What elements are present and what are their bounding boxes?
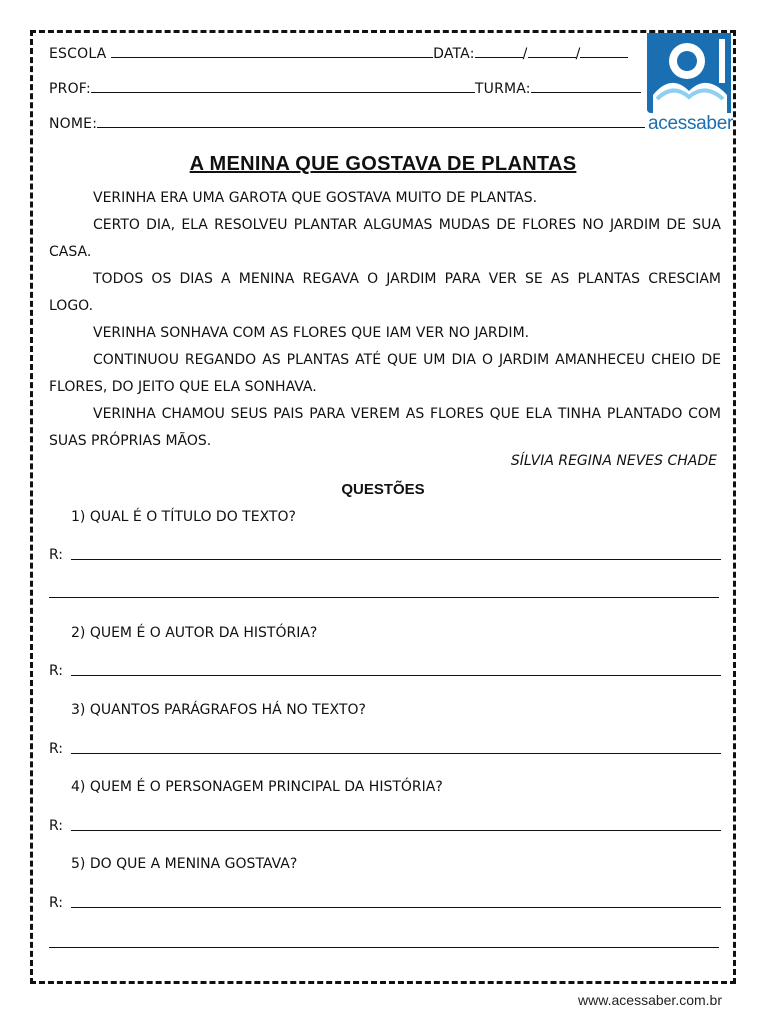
story-paragraph: VERINHA ERA UMA GAROTA QUE GOSTAVA MUITO DE PLANTAS. [93, 190, 538, 206]
question-3: 3) QUANTOS PARÁGRAFOS HÁ NO TEXTO? [71, 702, 366, 718]
answer-label: R: [49, 547, 64, 563]
answer-2 [49, 663, 721, 679]
date-month-field[interactable] [528, 45, 576, 58]
questions-heading: QUESTÕES [341, 481, 425, 498]
story-paragraph: VERINHA SONHAVA COM AS FLORES QUE IAM VER NO JARDIM. [93, 325, 530, 341]
escola-label: ESCOLA [49, 46, 107, 62]
worksheet-frame [30, 30, 736, 984]
date-separator: / [575, 46, 581, 62]
prof-label: PROF: [49, 81, 91, 97]
question-4: 4) QUEM É O PERSONAGEM PRINCIPAL DA HISTÓRIA? [71, 779, 443, 795]
answer-line[interactable] [71, 907, 721, 908]
answer-1-extra-line[interactable] [49, 597, 719, 598]
escola-field[interactable] [111, 45, 433, 58]
story-author: SÍLVIA REGINA NEVES CHADE [510, 453, 717, 469]
date-separator: / [522, 46, 528, 62]
story-paragraph: VERINHA CHAMOU SEUS PAIS PARA VEREM AS FLORES QUE ELA TINHA PLANTADO COM SUAS PRÓPRIAS MÃOS. [49, 406, 721, 449]
acessaber-logo [643, 33, 733, 133]
date-day-field[interactable] [475, 45, 523, 58]
story-title: A MENINA QUE GOSTAVA DE PLANTAS [189, 153, 577, 175]
answer-5-extra-line[interactable] [49, 947, 719, 948]
turma-field[interactable] [531, 80, 641, 93]
answer-4 [49, 818, 721, 834]
nome-field[interactable] [97, 115, 645, 128]
answer-3 [49, 741, 721, 757]
story-paragraph: CONTINUOU REGANDO AS PLANTAS ATÉ QUE UM DIA O JARDIM AMANHECEU CHEIO DE FLORES, DO JEITO QUE ELA SONHAVA. [49, 352, 721, 395]
header-nome-row [49, 115, 645, 132]
nome-label: NOME: [49, 116, 98, 132]
answer-label: R: [49, 663, 64, 679]
story-text [49, 185, 721, 455]
answer-label: R: [49, 741, 64, 757]
prof-field[interactable] [91, 80, 475, 93]
question-1: 1) QUAL É O TÍTULO DO TEXTO? [71, 509, 296, 525]
answer-line[interactable] [71, 753, 721, 754]
footer-url: www.acessaber.com.br [578, 992, 722, 1008]
answer-line[interactable] [71, 830, 721, 831]
answer-line[interactable] [71, 675, 721, 676]
answer-1 [49, 547, 721, 563]
answer-line[interactable] [71, 559, 721, 560]
answer-label: R: [49, 895, 64, 911]
story-paragraph: CERTO DIA, ELA RESOLVEU PLANTAR ALGUMAS MUDAS DE FLORES NO JARDIM DE SUA CASA. [49, 217, 721, 260]
story-paragraph: TODOS OS DIAS A MENINA REGAVA O JARDIM PARA VER SE AS PLANTAS CRESCIAM LOGO. [49, 271, 721, 314]
header-escola-row [49, 45, 628, 62]
logo-emblem [647, 33, 731, 113]
data-label: DATA: [433, 46, 475, 62]
header-prof-row [49, 80, 641, 97]
turma-label: TURMA: [474, 81, 531, 97]
reader-icon [647, 33, 731, 113]
logo-wordmark: acessaber [648, 113, 733, 134]
answer-label: R: [49, 818, 64, 834]
question-2: 2) QUEM É O AUTOR DA HISTÓRIA? [71, 625, 318, 641]
question-5: 5) DO QUE A MENINA GOSTAVA? [71, 856, 298, 872]
answer-5 [49, 895, 721, 911]
date-year-field[interactable] [580, 45, 628, 58]
